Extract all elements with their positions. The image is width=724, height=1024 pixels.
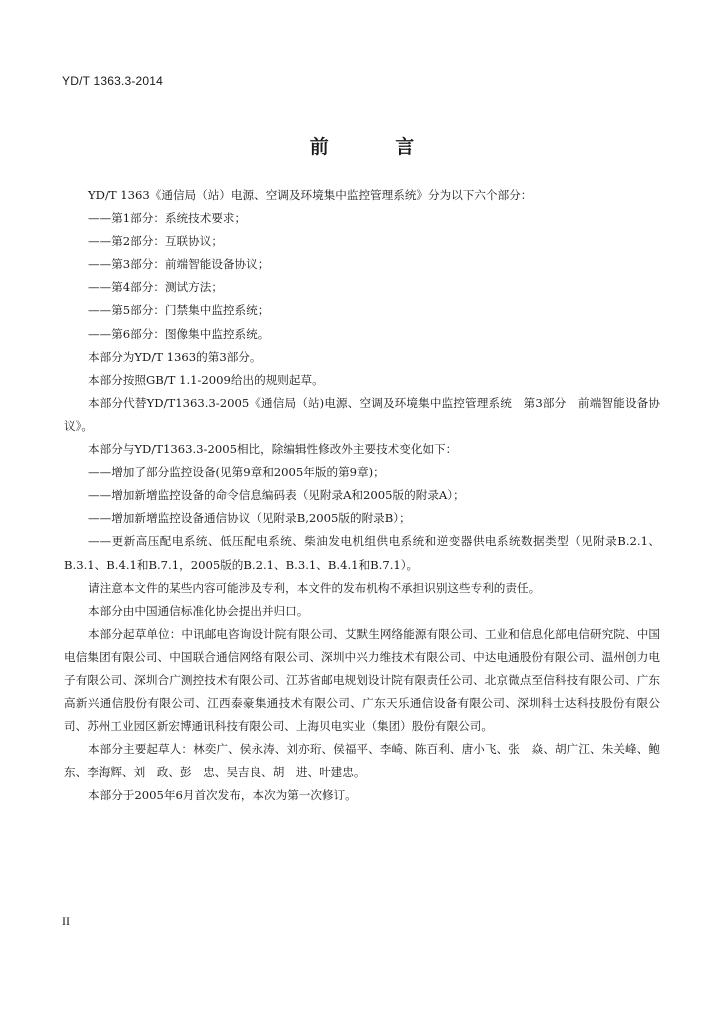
list-item-part-3: ——第3部分：前端智能设备协议； [88, 257, 270, 272]
paragraph-intro: YD/T 1363《通信局（站）电源、空调及环境集中监控管理系统》分为以下六个部分： [88, 188, 533, 202]
page-number: II [62, 914, 70, 928]
paragraph-patent-notice: 请注意本文件的某些内容可能涉及专利，本文件的发布机构不承担识别这些专利的责任。 [88, 580, 541, 595]
list-item-part-4: ——第4部分：测试方法； [88, 280, 223, 295]
paragraph-part-statement: 本部分为YD/T 1363的第3部分。 [88, 349, 262, 364]
list-item-change-3: ——增加新增监控设备通信协议（见附录B,2005版的附录B）； [88, 511, 411, 526]
page-title: 前 言 [309, 136, 445, 158]
list-item-part-1: ——第1部分：系统技术要求； [88, 211, 247, 226]
list-item-part-5: ——第5部分：门禁集中监控系统； [88, 303, 270, 318]
paragraph-replaces: 本部分代替YD/T1363.3-2005《通信局（站)电源、空调及环境集中监控管理系统 第3部分 前端智能设备协议》。 [64, 395, 660, 433]
list-item-change-4: ——更新高压配电系统、低压配电系统、柴油发电机组供电系统和逆变器供电系统数据类型（见附录B.2.1、B.3.1、B.4.1和B.7.1，2005版的B.2.1、B.3.1、B.4.1和B.7.1）。 [64, 534, 660, 572]
list-item-change-2: ——增加新增监控设备的命令信息编码表（见附录A和2005版的附录A）； [88, 488, 465, 503]
paragraph-proposer: 本部分由中国通信标准化协会提出并归口。 [88, 603, 309, 618]
paragraph-drafting-units: 本部分起草单位：中讯邮电咨询设计院有限公司、艾默生网络能源有限公司、工业和信息化部电信研究院、中国电信集团有限公司、中国联合通信网络有限公司、深圳中兴力维技术有限公司、中达电通股份有限公司、温州创力电子有限公司、深圳合广测控技术有限公司、江苏省邮电规划设计院有限责任公司、北京微点至信科技有限公司、广东高新兴通信股份有限公司、江西泰豪集通技术有限公司、广东天乐通信设备有限公司、深圳科士达科技股份有限公司、苏州工业园区新宏博通讯科技有限公司、上海贝电实业（集团）股份有限公司。 [64, 626, 660, 734]
standard-code-header: YD/T 1363.3-2014 [62, 74, 164, 88]
paragraph-drafters: 本部分主要起草人：林奕广、侯永涛、刘亦珩、侯福平、李崎、陈百利、唐小飞、张 焱、胡广江、朱关峰、鲍 东、李海辉、刘 政、彭 忠、吴吉良、胡 进、叶建忠。 [64, 742, 672, 780]
list-item-part-2: ——第2部分：互联协议； [88, 234, 223, 249]
list-item-change-1: ——增加了部分监控设备(见第9章和2005年版的第9章)； [88, 465, 385, 480]
paragraph-changes-intro: 本部分与YD/T1363.3-2005相比，除编辑性修改外主要技术变化如下： [88, 442, 458, 457]
paragraph-drafting-rules: 本部分按照GB/T 1.1-2009给出的规则起草。 [88, 372, 324, 387]
foreword-body [64, 184, 672, 808]
paragraph-revision-history: 本部分于2005年6月首次发布，本次为第一次修订。 [88, 788, 357, 803]
list-item-part-6: ——第6部分：图像集中监控系统。 [88, 326, 270, 341]
